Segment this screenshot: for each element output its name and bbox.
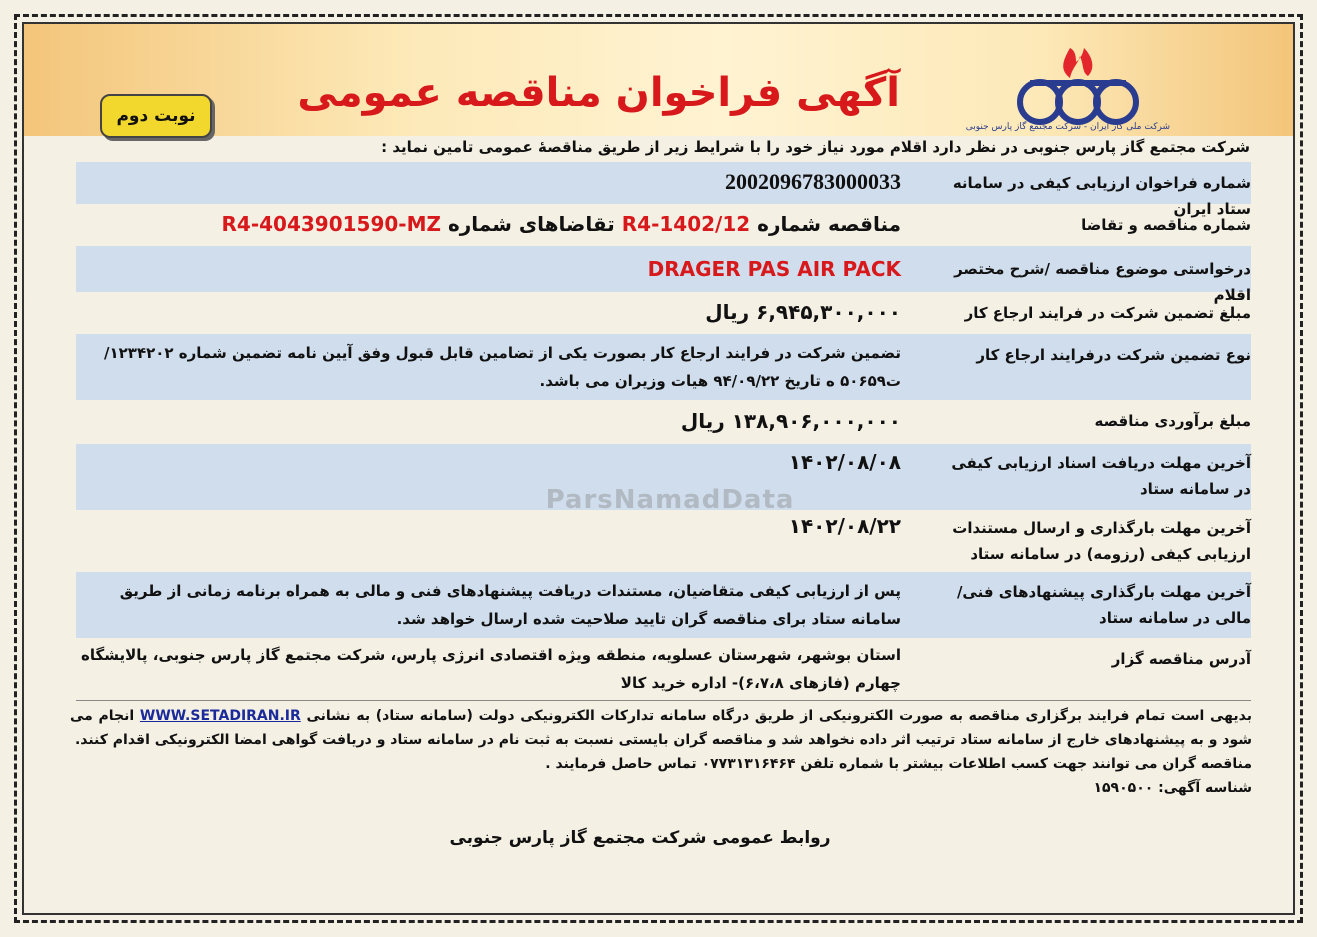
tender-number: R4-1402/12 <box>621 212 751 236</box>
request-label: تقاضاهای شماره <box>447 212 615 236</box>
row-value: استان بوشهر، شهرستان عسلویه، منطقه ویژه اقتصادی انرژی پارس، شرکت مجتمع گاز پارس جنوبی، پالایشگاه چهارم (فازهای ۶،۷،۸)- اداره خرید کالا <box>80 646 901 692</box>
table-row <box>76 510 1251 572</box>
table-divider <box>76 700 1251 701</box>
row-value: ۶,۹۴۵,۳۰۰,۰۰۰ ریال <box>705 300 901 324</box>
setadiran-link[interactable]: WWW.SETADIRAN.IR <box>139 708 301 724</box>
table-row <box>76 162 1251 218</box>
row-label: مبلغ برآوردی مناقصه <box>1094 412 1251 430</box>
table-row <box>76 204 1251 246</box>
row-value: ۱۳۸,۹۰۶,۰۰۰,۰۰۰ ریال <box>680 409 901 433</box>
row-label: نوع تضمین شرکت درفرایند ارجاع کار <box>976 346 1251 364</box>
notes-section <box>70 704 1252 800</box>
row-label: آخرین مهلت بارگذاری و ارسال مستندات ارزیابی کیفی (رزومه) در سامانه ستاد <box>952 519 1251 563</box>
row-value: تضمین شرکت در فرایند ارجاع کار بصورت یکی از تضامین قابل قبول وفق آیین نامه تضمین شماره ۱۲۳۴۲۰۲/ت۵۰۶۵۹ ه تاریخ ۹۴/۰۹/۲۲ هیات وزیران می باشد. <box>104 344 901 390</box>
table-row <box>76 400 1251 444</box>
logo-caption: شرکت ملی گاز ایران - شرکت مجتمع گاز پارس جنوبی <box>965 122 1170 132</box>
notes-paragraph <box>70 704 1252 752</box>
tender-prefix: مناقصه شماره <box>757 212 901 236</box>
row-value: 2002096783000033 <box>725 169 901 194</box>
row-value: پس از ارزیابی کیفی متقاضیان، مستندات دریافت پیشنهادهای فنی و مالی به همراه برنامه زمانی از طریق سامانه ستاد برای مناقصه گران تایید صلاحیت شده ارسال خواهد شد. <box>119 582 901 628</box>
row-value: DRAGER PAS AIR PACK <box>647 257 901 281</box>
row-label: آخرین مهلت بارگذاری پیشنهادهای فنی/مالی در سامانه ستاد <box>956 583 1251 627</box>
row-label: آخرین مهلت دریافت اسناد ارزیابی کیفی در سامانه ستاد <box>951 454 1251 498</box>
round-badge: نوبت دوم <box>100 94 212 138</box>
row-label: مبلغ تضمین شرکت در فرایند ارجاع کار <box>964 304 1251 322</box>
notes-text: بدیهی است تمام فرایند برگزاری مناقصه به صورت الکترونیکی از طریق درگاه سامانه تدارکات الکترونیکی دولت (سامانه ستاد) به نشانی <box>306 708 1252 724</box>
row-label: شماره مناقصه و تقاضا <box>1081 216 1251 234</box>
row-value <box>76 210 901 238</box>
ad-id: شناسه آگهی: ۱۵۹۰۵۰۰ <box>1093 780 1252 796</box>
row-value: ۱۴۰۲/۰۸/۰۸ <box>788 450 901 474</box>
row-label: شماره فراخوان ارزیابی کیفی در سامانه ستاد ایران <box>952 174 1251 218</box>
table-row <box>76 334 1251 400</box>
watermark: ParsNamadData <box>545 485 795 515</box>
row-label: آدرس مناقصه گزار <box>1111 650 1251 668</box>
notes-text: انجام می شود و به پیشنهادهای خارج از سامانه ستاد ترتیب اثر داده نخواهد شد و مناقصه گران بایستی نسبت به ثبت نام در سامانه ستاد و دریافت گواهی امضا الکترونیکی اقدام کنند. <box>70 708 1252 748</box>
contact-paragraph: مناقصه گران می توانند جهت کسب اطلاعات بیشتر با شماره تلفن ۰۷۷۳۱۳۱۶۴۶۴ تماس حاصل فرمایند . <box>545 756 1252 772</box>
footer-signature: روابط عمومی شرکت مجتمع گاز پارس جنوبی <box>449 828 831 848</box>
intro-text: شرکت مجتمع گاز پارس جنوبی در نظر دارد اقلام مورد نیاز خود را با شرایط زیر از طریق مناقصهٔ عمومی تامین نماید : <box>381 138 1250 156</box>
table-row <box>76 638 1251 700</box>
page-title: آگهی فراخوان مناقصه عمومی <box>297 70 900 116</box>
table-row <box>76 246 1251 304</box>
table-row <box>76 572 1251 638</box>
row-value: ۱۴۰۲/۰۸/۲۲ <box>788 514 901 538</box>
row-label: درخواستی موضوع مناقصه /شرح مختصر اقلام <box>954 260 1251 304</box>
company-logo-icon <box>965 40 1170 132</box>
tender-table <box>76 162 1251 700</box>
table-row <box>76 292 1251 334</box>
request-number: R4-4043901590-MZ <box>221 212 441 236</box>
